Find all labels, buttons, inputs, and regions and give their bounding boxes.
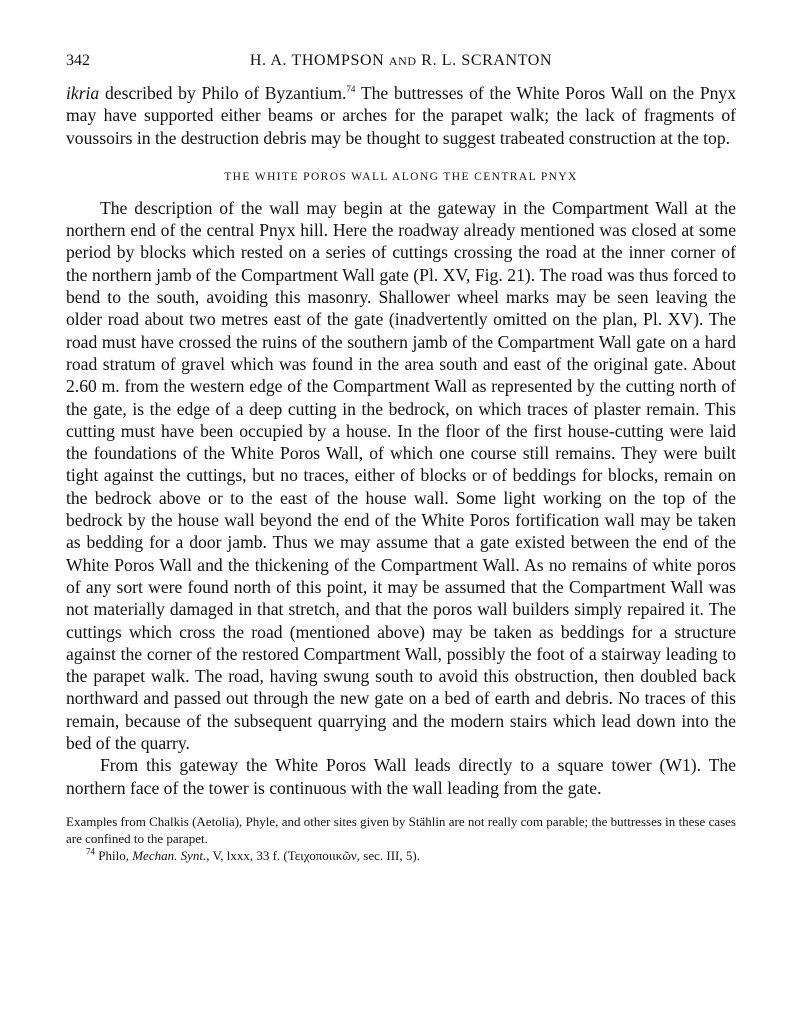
page-number: 342 (66, 52, 90, 69)
footnote-rest: , V, lxxx, 33 f. (Τειχοποιικῶν, sec. III, 5). (206, 847, 420, 863)
footnotes (66, 813, 736, 864)
footnote-ref-74: 74 (346, 84, 356, 95)
page-header (66, 52, 736, 82)
and-word: AND (388, 54, 417, 68)
italic-term: ikria (66, 83, 100, 103)
footnote-marker: 74 (86, 846, 95, 857)
footnote-74 (66, 847, 736, 864)
body-paragraph-2: From this gateway the White Poros Wall leads directly to a square tower (W1). The northern face of the tower is continuous with the wall leading from the gate. (66, 755, 736, 798)
intro-text-after-ref: The buttresses of the White Poros Wall on the Pnyx may have supported either beams or arches for the parapet walk; the lack of fragments of voussoirs in the destruction debris may be thought to suggest trabeated construction at the top. (66, 83, 736, 148)
footnote-author: Philo, (95, 847, 133, 863)
intro-text-before-ref: described by Philo of Byzantium. (99, 83, 347, 103)
running-head (66, 52, 736, 70)
section-title: THE WHITE POROS WALL ALONG THE CENTRAL PNYX (224, 170, 578, 183)
footnote-title: Mechan. Synt. (132, 847, 207, 863)
body-paragraph-1: The description of the wall may begin at the gateway in the Compartment Wall at the northern end of the central Pnyx hill. Here the roadway already mentioned was closed at some period by blocks which rested on a series of cuttings crossing the road at the inner corner of the northern jamb of the Compartment Wall gate (Pl. XV, Fig. 21). The road was thus forced to bend to the south, avoiding this masonry. Shallower wheel marks may be seen leaving the older road about two metres east of the gate (inadvertently omitted on the plan, Pl. XV). The road must have crossed the ruins of the southern jamb of the Compartment Wall gate on a hard road stratum of gravel which was found in the area south and east of the original gate. About 2.60 m. from the western edge of the Compartment Wall as represented by the cutting north of the gate, is the edge of a deep cutting in the bedrock, on which traces of plaster remain. This cutting must have been occupied by a house. In the floor of the first house-cutting were laid the foundations of the White Poros Wall, of which one course still remains. They were built tight against the cuttings, but no traces, either of blocks or of beddings for blocks, remain on the bedrock above or to the east of the house wall. Some light working on the top of the bedrock by the house wall beyond the end of the White Poros fortification wall may be taken as bedding for a door jamb. Thus we may assume that a gate existed between the end of the White Poros Wall and the thickening of the Compartment Wall. As no remains of white poros of any sort were found north of this point, it may be assumed that the Compartment Wall was not materially damaged in that stretch, and that the poros wall builders simply repaired it. The cuttings which cross the road (mentioned above) may be taken as beddings for a structure against the corner of the restored Compartment Wall, possibly the foot of a stairway leading to the parapet walk. The road, having swung south to avoid this obstruction, then doubled back northward and passed out through the new gate on a bed of earth and debris. No traces of this remain, because of the subsequent quarrying and the modern stairs which lead down into the bed of the quarry. (66, 197, 736, 754)
footnote-continuation: Examples from Chalkis (Aetolia), Phyle, and other sites given by Stählin are not really com parable; the buttresses in these cases are confined to the parapet. (66, 813, 736, 846)
author-2: R. L. SCRANTON (421, 52, 553, 69)
intro-paragraph (66, 82, 736, 149)
author-1: H. A. THOMPSON (249, 52, 385, 69)
page (66, 52, 736, 864)
